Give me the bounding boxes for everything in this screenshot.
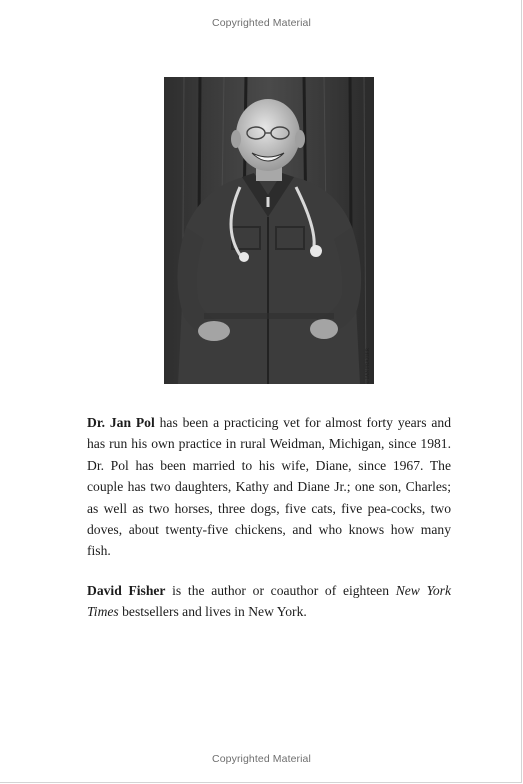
photo-credit: © IAN FRAZIER <box>366 347 371 384</box>
author-photo-illustration <box>164 77 374 384</box>
bio-david-fisher-italic: New York Times <box>87 583 452 620</box>
bio-david-fisher-text-after: bestsellers and lives in New York. <box>118 604 307 620</box>
author-photo <box>164 77 374 384</box>
bio-jan-pol-text: has been a practicing vet for almost forty years and has run his own practice in rural Weidman, Michigan, since 1981. Dr. Pol has been married to his wife, Diane, since 1967. The couple has two daughters, Kathy and Diane Jr.; one son, Charles; as well as two horses, three dogs, five cats, five pea-cocks, two doves, about twenty-five chickens, and who knows how many fish. <box>87 415 451 559</box>
bio-david-fisher-text-before: is the author or coauthor of eighteen <box>165 583 396 598</box>
bio-jan-pol <box>87 412 451 562</box>
copyright-watermark-top: Copyrighted Material <box>212 17 311 29</box>
bio-david-fisher <box>87 580 451 623</box>
bio-david-fisher-name: David Fisher <box>87 583 166 598</box>
copyright-watermark-bottom: Copyrighted Material <box>212 753 311 765</box>
bio-jan-pol-name: Dr. Jan Pol <box>87 415 155 430</box>
